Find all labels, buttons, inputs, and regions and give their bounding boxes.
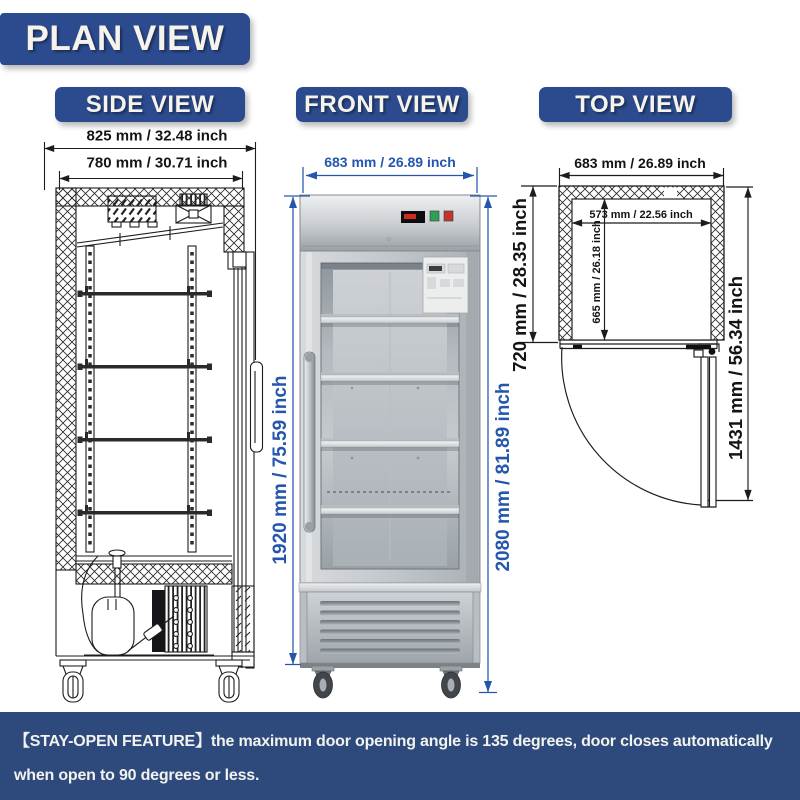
interior-control-box bbox=[423, 257, 468, 313]
footer-line-1: 【STAY-OPEN FEATURE】the maximum door opening angle is 135 degrees, door closes automatically bbox=[14, 733, 773, 750]
open-door bbox=[694, 344, 719, 507]
dim-top-interior-depth: 665 mm / 26.18 inch bbox=[591, 220, 603, 324]
front-casters bbox=[312, 666, 462, 698]
door-handle bbox=[304, 352, 315, 532]
dim-side-cabinet-depth: 780 mm / 30.71 inch bbox=[86, 154, 228, 172]
front-view-header: FRONT VIEW bbox=[296, 87, 468, 122]
dim-side-overall-depth: 825 mm / 32.48 inch bbox=[86, 127, 228, 145]
side-view-header: SIDE VIEW bbox=[55, 87, 245, 122]
casters bbox=[60, 660, 242, 702]
footer-line-2: when open to 90 degrees or less. bbox=[14, 766, 260, 784]
top-view-header: TOP VIEW bbox=[539, 87, 732, 122]
door-hinge bbox=[709, 348, 716, 355]
cabinet-insulation bbox=[56, 188, 245, 656]
front-view-drawing bbox=[263, 150, 515, 715]
side-view-drawing bbox=[35, 120, 280, 705]
dim-top-width: 683 mm / 26.89 inch bbox=[574, 155, 706, 171]
bottom-grille bbox=[299, 583, 481, 668]
shelf-rails bbox=[86, 246, 196, 552]
dim-top-depth: 720 mm / 28.35 inch bbox=[509, 198, 530, 372]
dim-top-door-swing: 1431 mm / 56.34 inch bbox=[725, 275, 746, 461]
stay-open-feature-note bbox=[0, 712, 800, 800]
front-cabinet bbox=[299, 195, 481, 698]
green-button bbox=[430, 211, 439, 221]
dim-front-cabinet-height: 1920 mm / 75.59 inch bbox=[270, 375, 291, 565]
page-title: PLAN VIEW bbox=[0, 13, 250, 65]
dim-top-interior-width: 573 mm / 22.56 inch bbox=[589, 209, 693, 221]
dim-front-overall-height: 2080 mm / 81.89 inch bbox=[493, 382, 514, 572]
red-button bbox=[444, 211, 453, 221]
door-swing-arc bbox=[562, 347, 701, 505]
dim-front-width: 683 mm / 26.89 inch bbox=[324, 154, 456, 170]
